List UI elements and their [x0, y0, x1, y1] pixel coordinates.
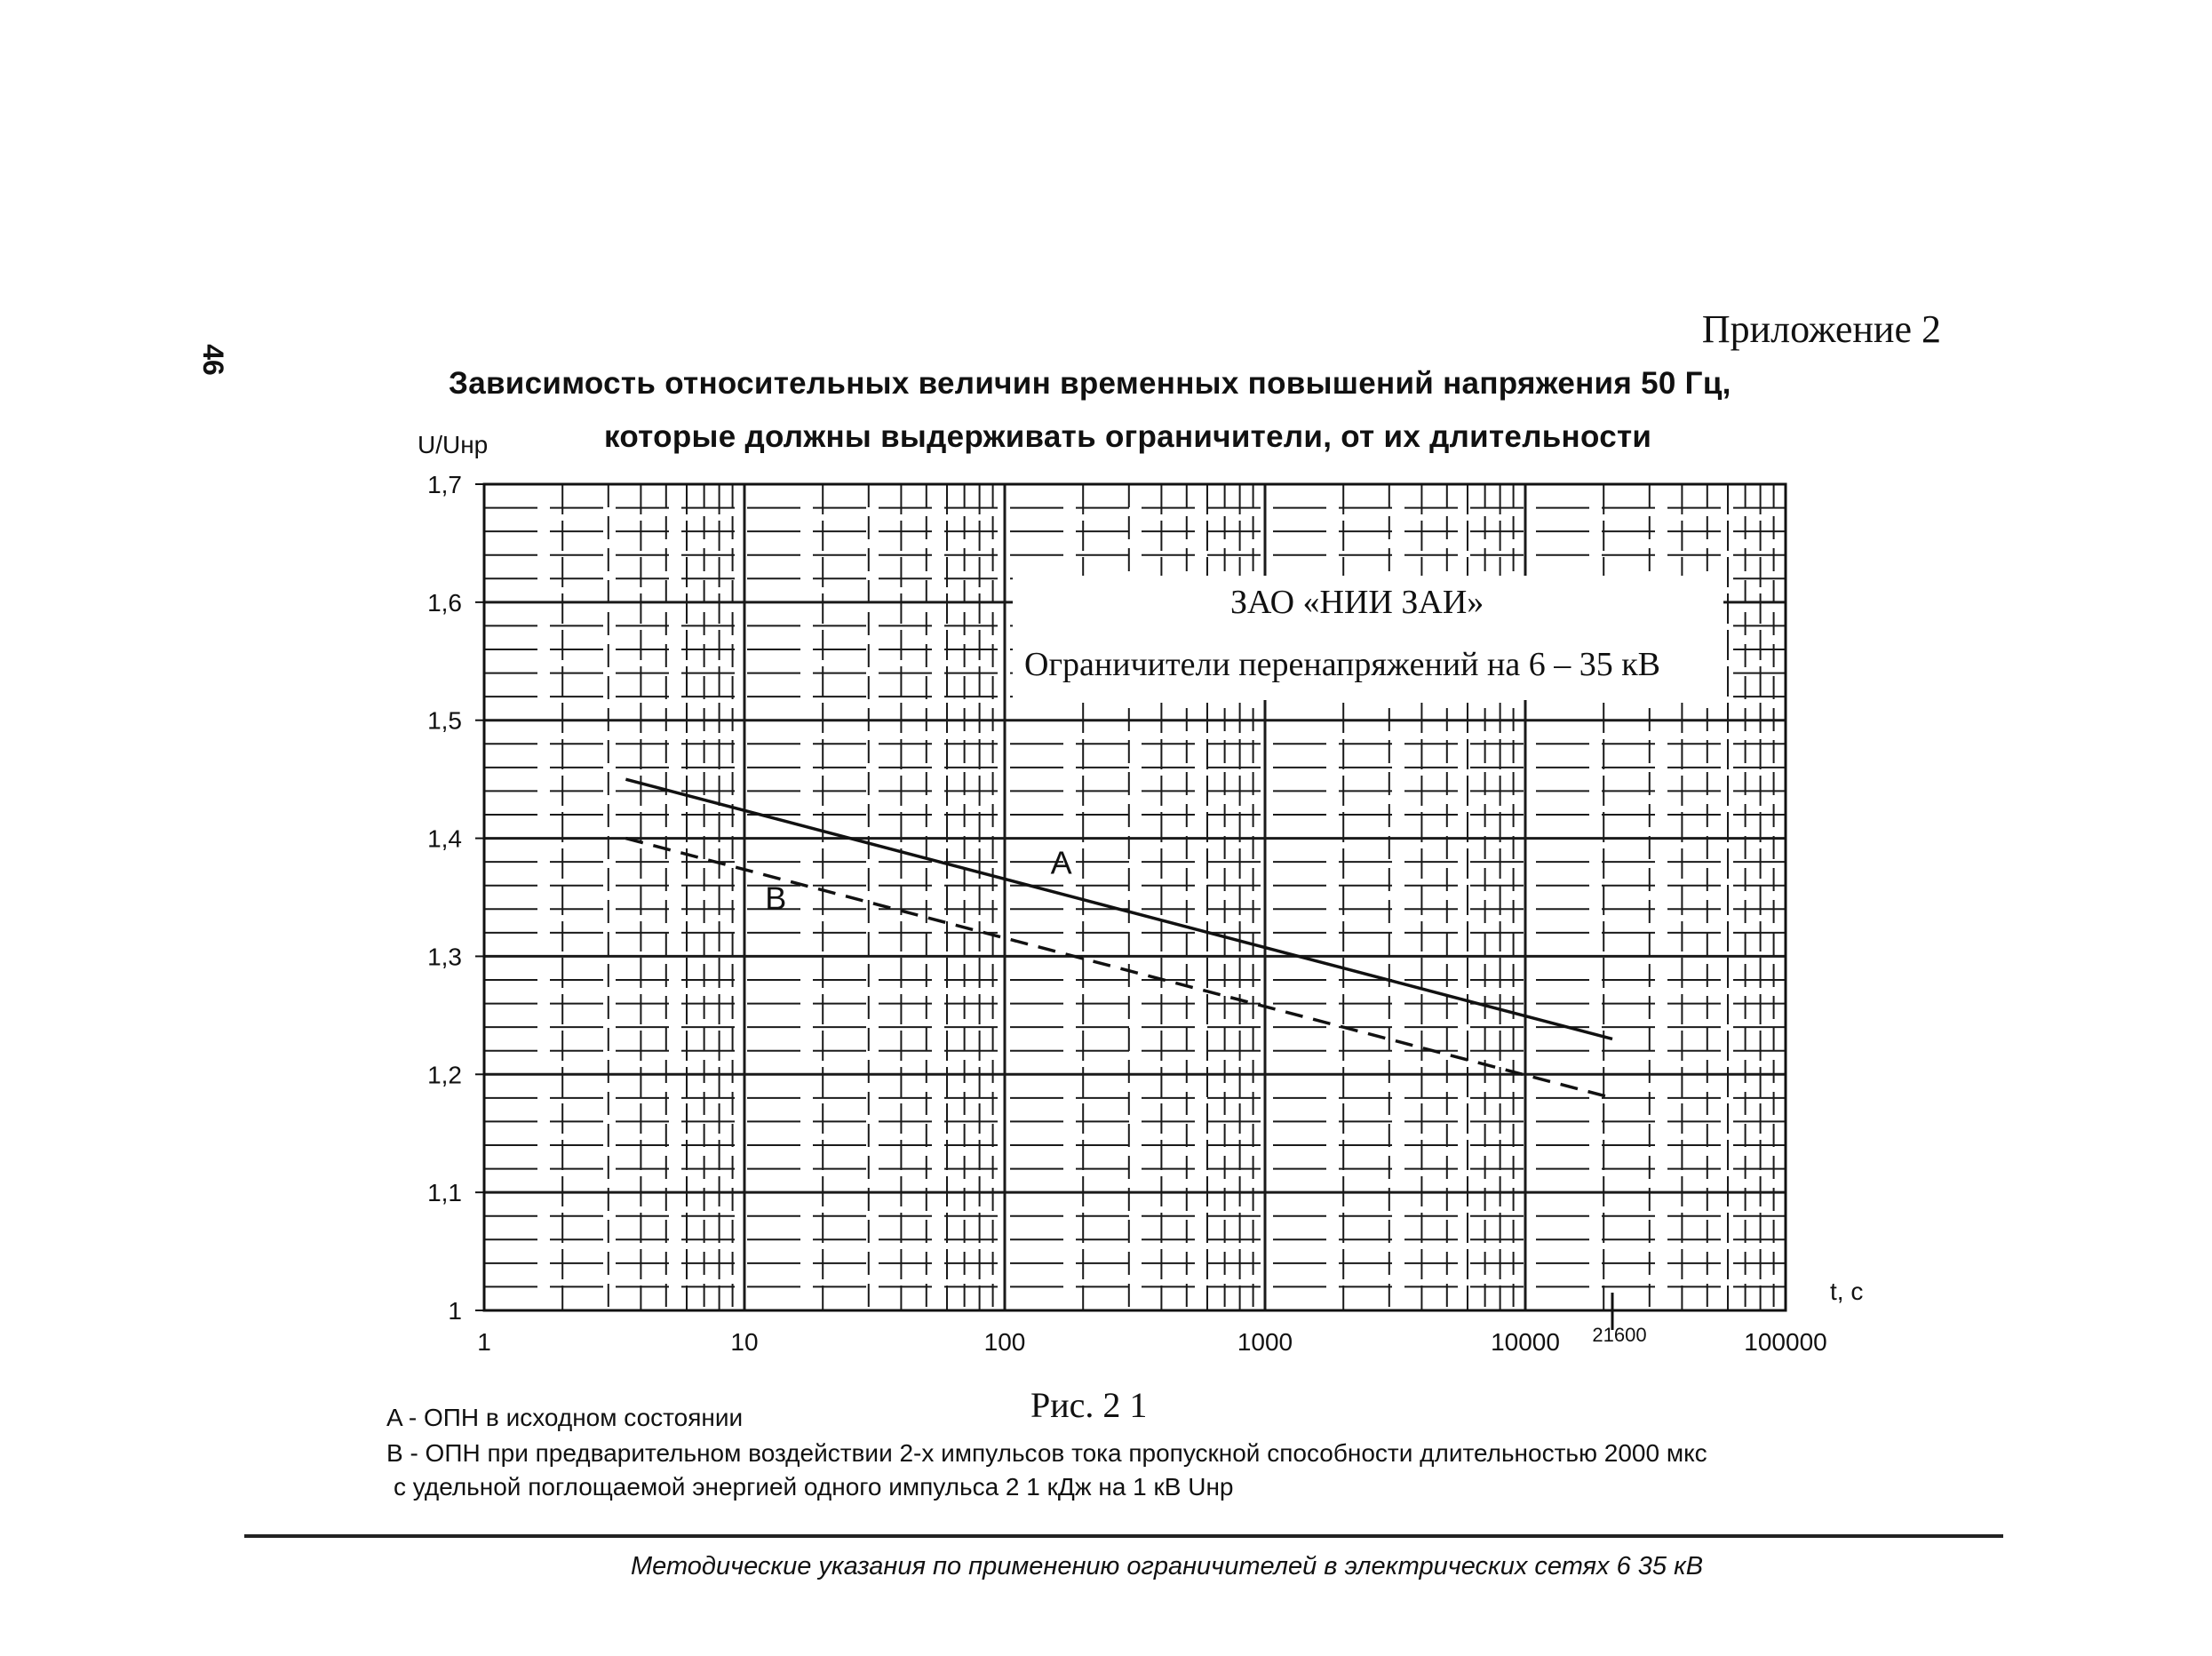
y-tick-label: 1,4	[427, 824, 462, 853]
y-tick-label: 1	[448, 1297, 462, 1325]
legend-b: B - ОПН при предварительном воздействии 2-х импульсов тока пропускной способности длительностью 2000 мкс	[386, 1439, 1707, 1467]
y-axis-label: U/Uнр	[418, 431, 489, 458]
x-marker-tick-label: 21600	[1592, 1324, 1647, 1346]
y-tick-label: 1,5	[427, 706, 462, 735]
x-tick-label: 10	[730, 1328, 759, 1356]
x-tick-label: 100	[983, 1328, 1026, 1356]
legend-b-continued: с удельной поглощаемой энергией одного импульса 2 1 кДж на 1 кВ Uнр	[394, 1473, 1234, 1501]
annotation-line2: Ограничители перенапряжений на 6 – 35 кВ	[1024, 646, 1661, 683]
footer-text: Методические указания по применению ограничителей в электрических сетях 6 35 кВ	[631, 1552, 1704, 1580]
figure-caption: Рис. 2 1	[1030, 1385, 1148, 1425]
chart-title-line1: Зависимость относительных величин временных повышений напряжения 50 Гц,	[449, 366, 1731, 401]
x-tick-label: 1	[477, 1328, 491, 1356]
x-axis-label: t, c	[1830, 1278, 1864, 1305]
appendix-heading: Приложение 2	[1701, 307, 1941, 351]
x-tick-label: 100000	[1744, 1328, 1827, 1356]
series-label-b: B	[765, 880, 787, 917]
page-number: 46	[197, 344, 230, 376]
y-tick-label: 1,1	[427, 1179, 462, 1207]
x-tick-label: 1000	[1237, 1328, 1293, 1356]
series-line-b	[625, 839, 1612, 1098]
chart-title-line2: которые должны выдерживать ограничители, от их длительности	[604, 419, 1652, 454]
annotation-line1: ЗАО «НИИ ЗАИ»	[1230, 584, 1484, 621]
x-tick-label: 10000	[1491, 1328, 1560, 1356]
y-tick-label: 1,3	[427, 943, 462, 971]
y-tick-label: 1,6	[427, 588, 462, 617]
annotation-box	[1013, 576, 1723, 700]
series-label-a: A	[1050, 844, 1072, 881]
footer-rule	[244, 1534, 2003, 1538]
legend-a: A - ОПН в исходном состоянии	[386, 1404, 744, 1431]
y-tick-label: 1,2	[427, 1061, 462, 1089]
y-tick-label: 1,7	[427, 471, 462, 498]
